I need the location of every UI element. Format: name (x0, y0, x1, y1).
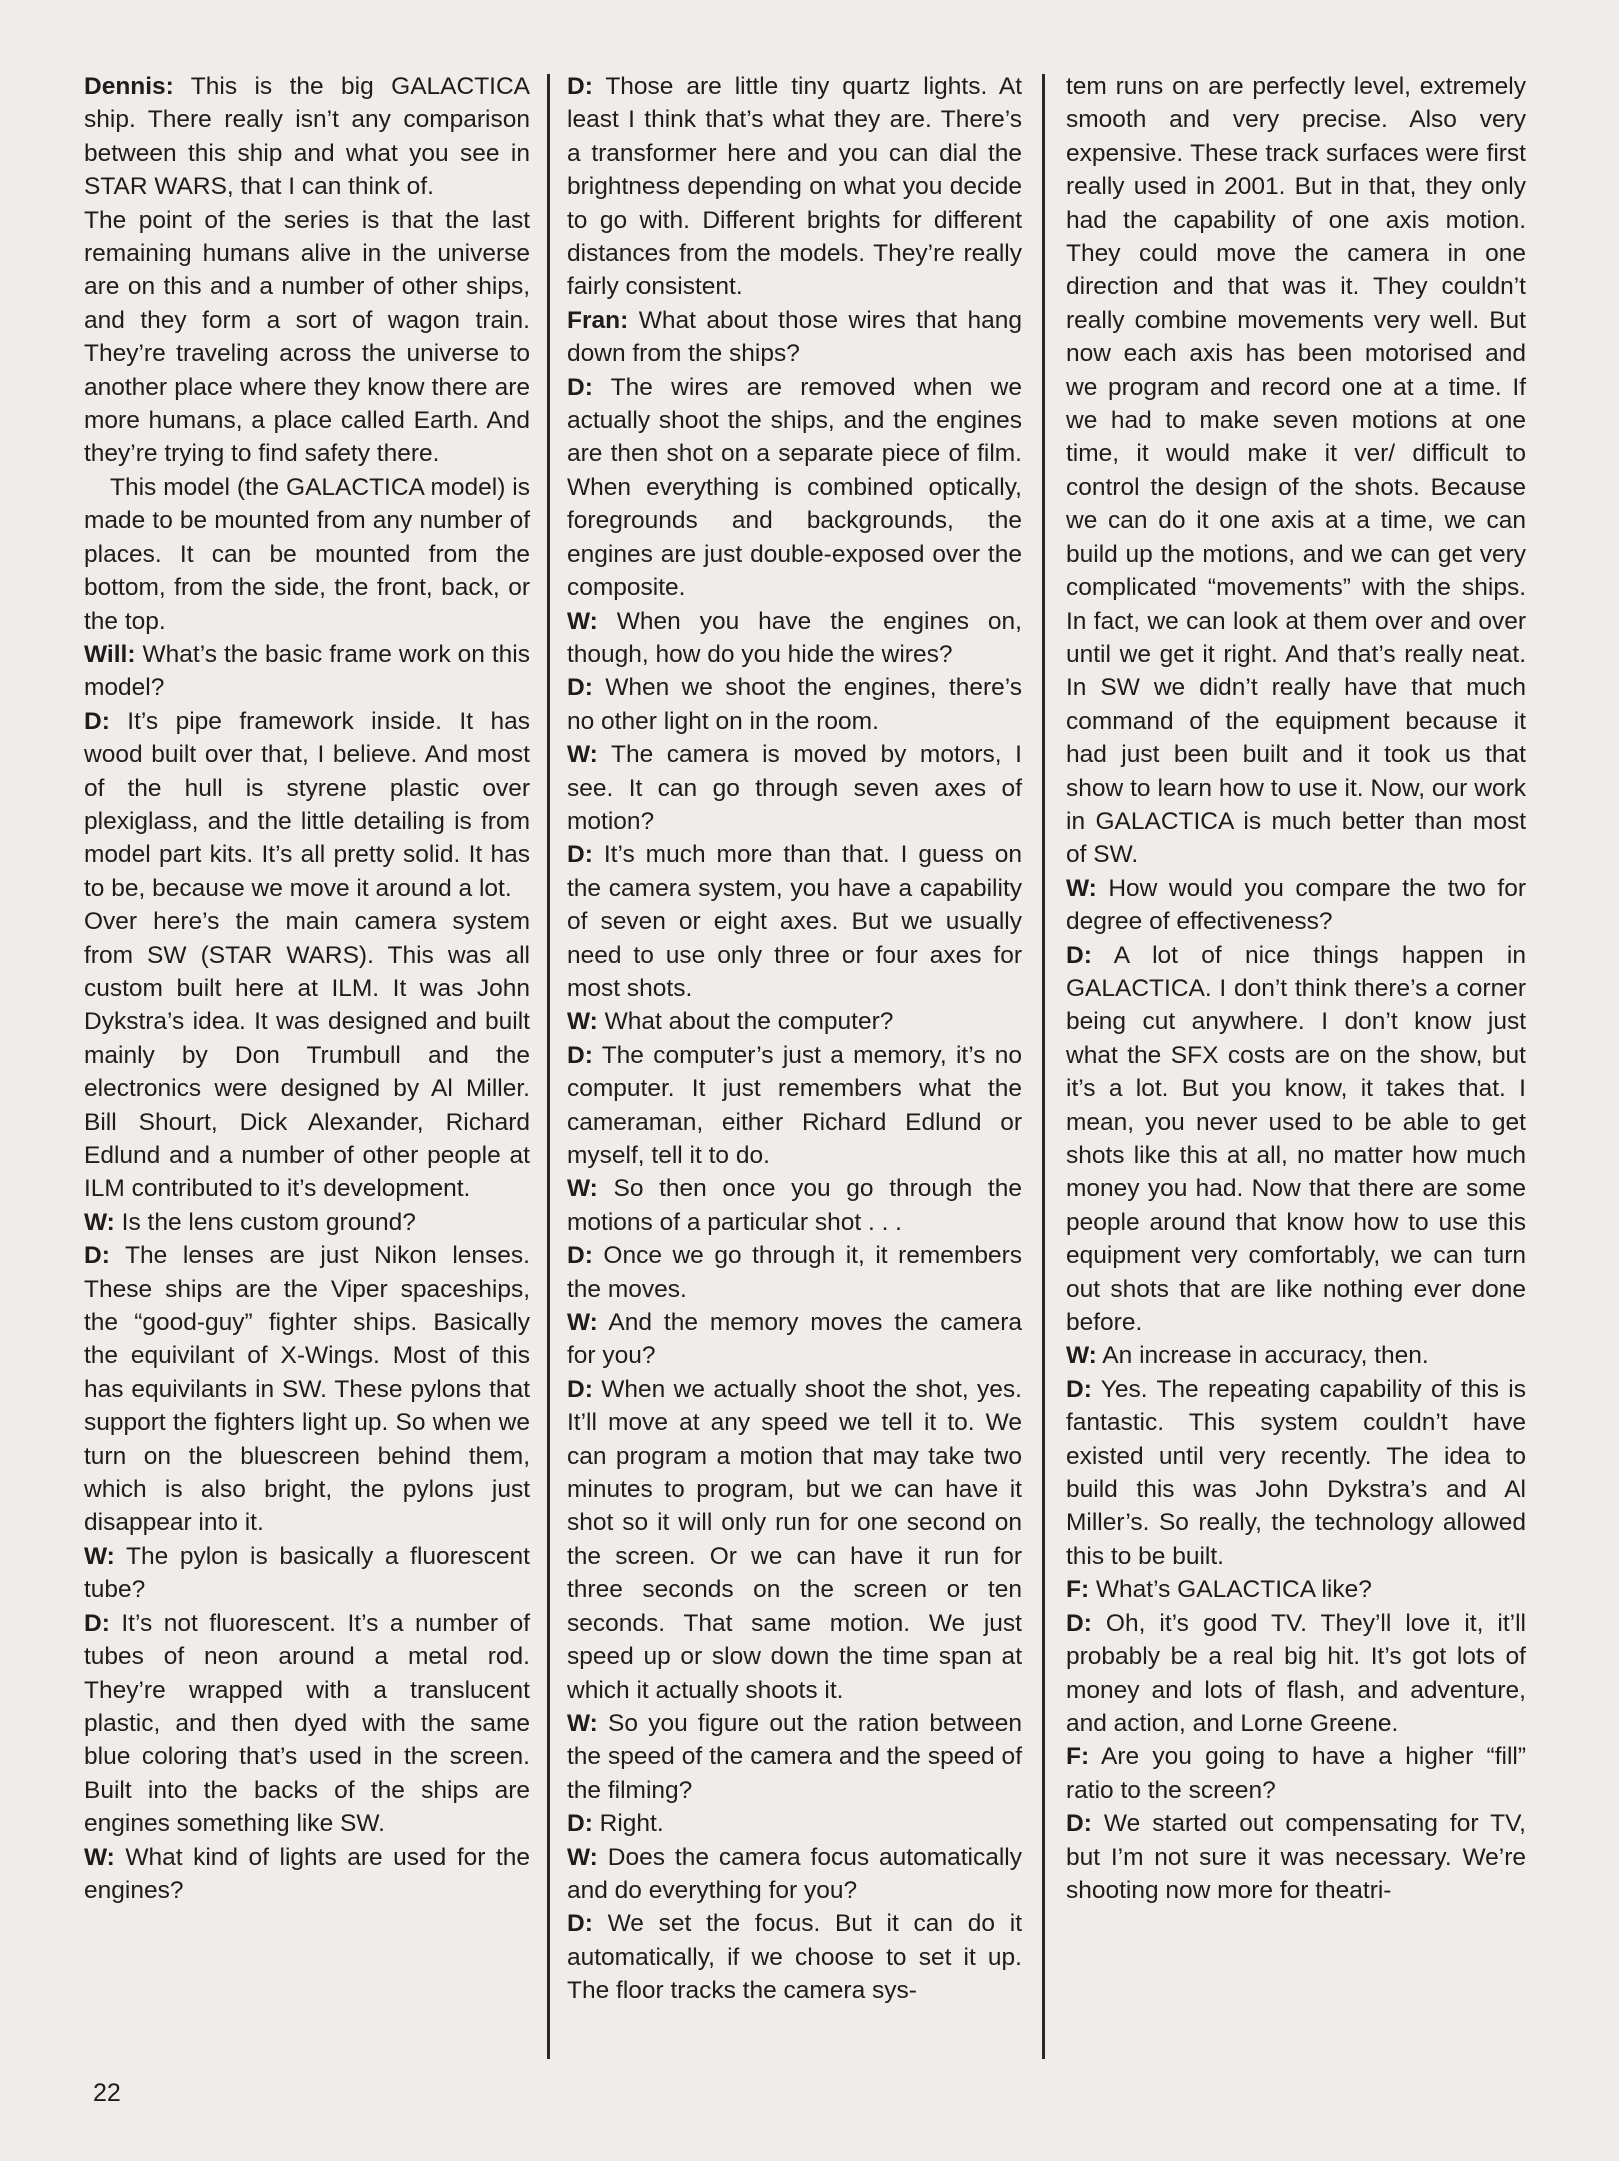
interview-paragraph (567, 1841, 1022, 1908)
paragraph-text: Once we go through it, it remembers the moves. (567, 1242, 1022, 1303)
interview-paragraph (567, 1039, 1022, 1173)
interview-paragraph (1066, 1339, 1526, 1372)
interview-paragraph (567, 1239, 1022, 1306)
speaker-label: F: (1066, 1743, 1090, 1771)
interview-paragraph (84, 1206, 530, 1239)
interview-paragraph (84, 705, 530, 905)
speaker-label: Fran: (567, 306, 629, 334)
paragraph-text: What kind of lights are used for the engines? (84, 1843, 530, 1904)
paragraph-text: When we shoot the engines, there’s no other light on in the room. (567, 674, 1022, 735)
interview-paragraph (567, 371, 1022, 605)
interview-paragraph (1066, 939, 1526, 1340)
speaker-label: W: (1066, 874, 1097, 902)
interview-paragraph (84, 638, 530, 705)
paragraph-text: This model (the GALACTICA model) is made to be mounted from any number of places. It can be mounted from the bottom, from the side, the front, back, or the top. (84, 473, 530, 635)
speaker-label: W: (567, 741, 598, 769)
interview-paragraph (567, 1707, 1022, 1807)
interview-paragraph (567, 70, 1022, 304)
interview-paragraph (84, 471, 530, 638)
paragraph-text: When we actually shoot the shot, yes. It’ll move at any speed we tell it to. We can program a motion that may take two minutes to program, but we can have it shot so it will only run for one second on the screen. Or we can have it run for three seconds on the screen or ten seconds. That same motion. We just speed up or slow down the time span at which it actually shoots it. (567, 1375, 1022, 1704)
paragraph-text: Over here’s the main camera system from SW (STAR WARS). This was all custom built here at ILM. It was John Dykstra’s idea. It was designed and built mainly by Don Trumbull and the electronics were designed by Al Miller. Bill Shourt, Dick Alexander, Richard Edlund and a number of other people at ILM contributed to it’s development. (84, 908, 530, 1203)
paragraph-text: It’s not fluorescent. It’s a number of tubes of neon around a metal rod. They’re wrapped with a translucent plastic, and then dyed with the same blue coloring that’s used in the screen. Built into the backs of the ships are engines something like SW. (84, 1609, 530, 1838)
page-number: 22 (93, 2079, 121, 2107)
speaker-label: Dennis: (84, 73, 174, 100)
interview-paragraph (567, 605, 1022, 672)
interview-paragraph (84, 1607, 530, 1841)
paragraph-text: And the memory moves the camera for you? (567, 1309, 1022, 1370)
paragraph-text: We set the focus. But it can do it automatically, if we choose to set it up. The floor tracks the camera sys- (567, 1910, 1022, 2005)
interview-paragraph (84, 1841, 530, 1908)
paragraph-text: It’s much more than that. I guess on the camera system, you have a capability of seven or eight axes. But we usually need to use only three or four axes for most shots. (567, 841, 1022, 1002)
speaker-label: D: (84, 1609, 110, 1637)
paragraph-text: An increase in accuracy, then. (1096, 1342, 1429, 1370)
paragraph-text: Oh, it’s good TV. They’ll love it, it’ll probably be a real big hit. It’s got lots of money and lots of flash, and adventure, and action, and Lorne Greene. (1066, 1609, 1526, 1737)
paragraph-text: The point of the series is that the last remaining humans alive in the universe are on this and a number of other ships, and they form a sort of wagon train. They’re traveling across the universe to another place where they know there are more humans, a place called Earth. And they’re trying to find safety there. (84, 206, 530, 468)
paragraph-text: How would you compare the two for degree of effectiveness? (1066, 874, 1526, 936)
paragraph-text: Does the camera focus automatically and do everything for you? (567, 1843, 1022, 1904)
paragraph-text: It’s pipe framework inside. It has wood built over that, I believe. And most of the hull is styrene plastic over plexiglass, and the little detailing is from model part kits. It’s all pretty solid. It has to be, because we move it around a lot. (84, 707, 530, 902)
column-rule (547, 74, 550, 2059)
speaker-label: D: (567, 1810, 593, 1838)
speaker-label: W: (567, 1008, 598, 1036)
speaker-label: D: (1066, 941, 1092, 969)
paragraph-text: What about the computer? (597, 1008, 894, 1036)
interview-paragraph (1066, 1373, 1526, 1573)
paragraph-text: Is the lens custom ground? (114, 1208, 416, 1236)
interview-paragraph (84, 204, 530, 471)
speaker-label: W: (1066, 1342, 1097, 1370)
paragraph-text: The lenses are just Nikon lenses. These ships are the Viper spaceships, the “good-guy” fighter ships. Basically the equivilant of X-Wings. Most of this has equivilants in SW. These pylons that support the fighters light up. So when we turn on the bluescreen behind them, which is also bright, the pylons just disappear into it. (84, 1242, 530, 1537)
paragraph-text: The camera is moved by motors, I see. It can go through seven axes of motion? (567, 741, 1022, 835)
paragraph-text: What about those wires that hang down from the ships? (567, 306, 1022, 368)
interview-paragraph (567, 304, 1022, 371)
interview-paragraph (567, 1373, 1022, 1707)
speaker-label: W: (567, 1709, 598, 1737)
speaker-label: W: (567, 1843, 598, 1871)
speaker-label: Will: (84, 640, 136, 668)
interview-paragraph (567, 1807, 1022, 1840)
paragraph-text: What’s GALACTICA like? (1089, 1576, 1372, 1604)
paragraph-text: The pylon is basically a fluorescent tube? (84, 1542, 530, 1604)
interview-paragraph (84, 905, 530, 1206)
paragraph-text: What’s the basic frame work on this model? (84, 640, 530, 702)
speaker-label: W: (567, 607, 598, 635)
speaker-label: W: (84, 1208, 115, 1236)
paragraph-text: So you figure out the ration between the speed of the camera and the speed of the filming? (567, 1709, 1022, 1804)
speaker-label: D: (84, 707, 110, 735)
speaker-label: F: (1066, 1576, 1090, 1604)
speaker-label: W: (567, 1309, 598, 1337)
speaker-label: D: (567, 841, 593, 869)
speaker-label: D: (567, 1242, 593, 1270)
paragraph-text: Are you going to have a higher “fill” ratio to the screen? (1066, 1743, 1526, 1804)
speaker-label: D: (1066, 1810, 1092, 1838)
speaker-label: W: (84, 1542, 115, 1570)
speaker-label: D: (1066, 1375, 1092, 1403)
paragraph-text: tem runs on are perfectly level, extremely smooth and very precise. Also very expensive. These track surfaces were first really used in 2001. But in that, they only had the capability of one axis motion. They could move the camera in one direction and that was it. They couldn’t really combine movements very well. But now each axis has been motorised and we program and record one at a time. If we had to make seven motions at one time, it would make it ver/ difficult to control the design of the shots. Because we can do it one axis at a time, we can build up the motions, and we can get very complicated “movements” with the ships. In fact, we can look at them over and over until we get it right. And that’s really neat. In SW we didn’t really have that much command of the equipment because it had just been built and it took us that show to learn how to use it. Now, our work in GALACTICA is much better than most of SW. (1066, 73, 1526, 869)
speaker-label: D: (567, 674, 593, 702)
paragraph-text: Yes. The repeating capability of this is fantastic. This system couldn’t have existed until very recently. The idea to build this was John Dykstra’s and Al Miller’s. So really, the technology allowed this to be built. (1066, 1375, 1526, 1570)
interview-paragraph (1066, 1807, 1526, 1907)
column-3 (1066, 70, 1526, 1907)
column-1 (84, 70, 530, 1907)
interview-paragraph (1066, 1573, 1526, 1606)
paragraph-text: The computer’s just a memory, it’s no computer. It just remembers what the cameraman, either Richard Edlund or myself, tell it to do. (567, 1041, 1022, 1169)
speaker-label: D: (567, 73, 593, 100)
interview-paragraph (567, 838, 1022, 1005)
paragraph-text: A lot of nice things happen in GALACTICA. I don’t think there’s a corner being cut anywhere. I don’t know just what the SFX costs are on the show, but it’s a lot. But you know, it takes that. I mean, you never used to be able to get shots like this at all, no matter how much money you had. Now that there are some people around that know how to use this equipment very comfortably, we can turn out shots that are like nothing ever done before. (1066, 941, 1526, 1337)
interview-paragraph (84, 1540, 530, 1607)
speaker-label: D: (567, 1375, 593, 1403)
paragraph-text: This is the big GALACTICA ship. There really isn’t any comparison between this ship and what you see in STAR WARS, that I can think of. (84, 73, 530, 201)
interview-paragraph (1066, 1740, 1526, 1807)
interview-paragraph (1066, 1607, 1526, 1741)
speaker-label: D: (567, 1041, 593, 1069)
speaker-label: D: (84, 1242, 110, 1270)
interview-paragraph (1066, 872, 1526, 939)
paragraph-text: When you have the engines on, though, how do you hide the wires? (567, 607, 1022, 668)
paragraph-text: So then once you go through the motions of a particular shot . . . (567, 1175, 1022, 1236)
interview-paragraph (567, 1907, 1022, 2007)
interview-paragraph (84, 1239, 530, 1540)
speaker-label: D: (1066, 1609, 1092, 1637)
interview-paragraph (567, 1306, 1022, 1373)
speaker-label: D: (567, 373, 593, 401)
paragraph-text: The wires are removed when we actually shoot the ships, and the engines are then shot on a separate piece of film. When everything is combined optically, foregrounds and backgrounds, the engines are just double-exposed over the composite. (567, 373, 1022, 602)
paragraph-text: Right. (592, 1810, 664, 1838)
column-rule (1042, 74, 1045, 2059)
speaker-label: D: (567, 1910, 593, 1938)
interview-paragraph (567, 1172, 1022, 1239)
paragraph-text: Those are little tiny quartz lights. At least I think that’s what they are. There’s a transformer here and you can dial the brightness depending on what you decide to go with. Different brights for different distances from the models. They’re really fairly consistent. (567, 73, 1022, 301)
interview-paragraph (1066, 70, 1526, 872)
interview-paragraph (567, 671, 1022, 738)
interview-paragraph (84, 70, 530, 204)
speaker-label: W: (567, 1175, 598, 1203)
interview-paragraph (567, 1005, 1022, 1038)
paragraph-text: We started out compensating for TV, but I’m not sure it was necessary. We’re shooting now more for theatri- (1066, 1810, 1526, 1904)
interview-paragraph (567, 738, 1022, 838)
speaker-label: W: (84, 1843, 115, 1871)
column-2 (567, 70, 1022, 2008)
